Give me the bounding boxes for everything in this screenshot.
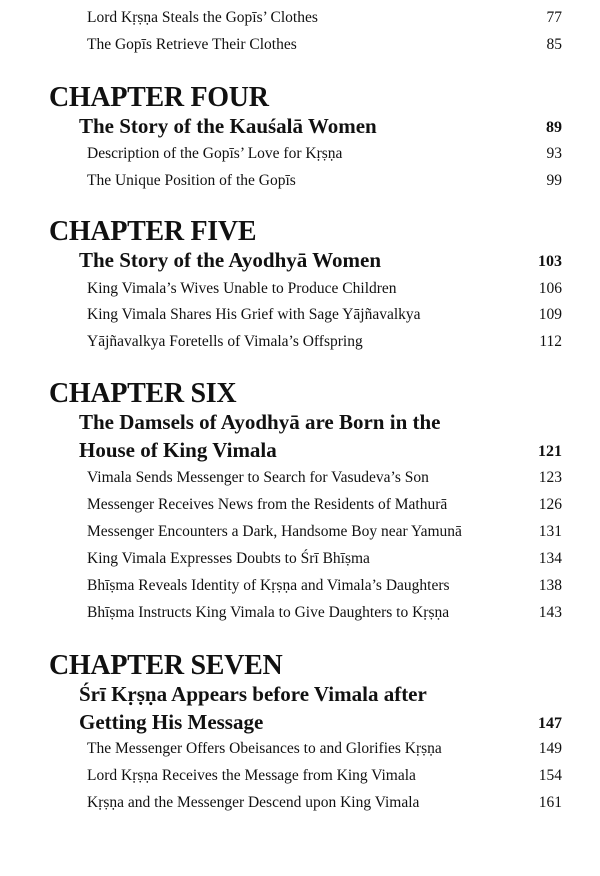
chapter-title-row bbox=[79, 112, 562, 140]
toc-entry-title: Lord Kṛṣṇa Receives the Message from King Vimala bbox=[87, 767, 416, 784]
chapter-page: 121 bbox=[538, 443, 562, 460]
toc-entry bbox=[87, 169, 562, 193]
chapter-page: 89 bbox=[546, 119, 562, 136]
chapter-heading: CHAPTER SIX bbox=[49, 378, 237, 409]
toc-entry-title: Vimala Sends Messenger to Search for Vasudeva’s Son bbox=[87, 469, 429, 486]
toc-entry bbox=[87, 737, 562, 761]
toc-entry-page: 134 bbox=[538, 550, 562, 567]
toc-entry bbox=[87, 303, 562, 327]
chapter-heading: CHAPTER SEVEN bbox=[49, 650, 283, 681]
toc-entry-page: 123 bbox=[538, 469, 562, 486]
chapter-title: The Damsels of Ayodhyā are Born in the House of King Vimala bbox=[79, 410, 441, 462]
toc-entry bbox=[87, 520, 562, 544]
chapter-page: 103 bbox=[538, 253, 562, 270]
toc-entry-title: King Vimala’s Wives Unable to Produce Children bbox=[87, 280, 397, 297]
toc-entry-title: King Vimala Shares His Grief with Sage Yājñavalkya bbox=[87, 306, 421, 323]
toc-entry bbox=[87, 330, 562, 354]
toc-entry-page: 77 bbox=[546, 9, 562, 26]
chapter-heading: CHAPTER FIVE bbox=[49, 216, 257, 247]
toc-entry-page: 112 bbox=[539, 333, 562, 350]
chapter-title: Śrī Kṛṣṇa Appears before Vimala after Getting His Message bbox=[79, 682, 427, 734]
toc-entry-title: Description of the Gopīs’ Love for Kṛṣṇa bbox=[87, 145, 343, 162]
toc-entry-title: Lord Kṛṣṇa Steals the Gopīs’ Clothes bbox=[87, 9, 318, 26]
toc-entry bbox=[87, 466, 562, 490]
toc-entry-title: Yājñavalkya Foretells of Vimala’s Offspring bbox=[87, 333, 363, 350]
toc-entry bbox=[87, 574, 562, 598]
toc-entry-title: Bhīṣma Reveals Identity of Kṛṣṇa and Vimala’s Daughters bbox=[87, 577, 450, 594]
chapter-title-row bbox=[79, 246, 562, 274]
toc-entry-title: The Gopīs Retrieve Their Clothes bbox=[87, 36, 297, 53]
toc-entry-page: 126 bbox=[538, 496, 562, 513]
toc-entry-title: Messenger Receives News from the Residents of Mathurā bbox=[87, 496, 448, 513]
toc-entry-page: 154 bbox=[538, 767, 562, 784]
toc-entry-page: 131 bbox=[538, 523, 562, 540]
toc-entry-page: 99 bbox=[546, 172, 562, 189]
toc-entry bbox=[87, 547, 562, 571]
toc-entry bbox=[87, 493, 562, 517]
toc-entry bbox=[87, 764, 562, 788]
toc-entry-page: 93 bbox=[546, 145, 562, 162]
chapter-title: The Story of the Ayodhyā Women bbox=[79, 248, 381, 272]
toc-entry-title: Kṛṣṇa and the Messenger Descend upon King Vimala bbox=[87, 794, 420, 811]
toc-entry bbox=[87, 601, 562, 625]
toc-entry-title: King Vimala Expresses Doubts to Śrī Bhīṣma bbox=[87, 550, 370, 567]
chapter-title: The Story of the Kauśalā Women bbox=[79, 114, 377, 138]
chapter-heading: CHAPTER FOUR bbox=[49, 82, 269, 113]
toc-entry bbox=[87, 791, 562, 815]
toc-entry-title: The Messenger Offers Obeisances to and Glorifies Kṛṣṇa bbox=[87, 740, 442, 757]
toc-entry-title: The Unique Position of the Gopīs bbox=[87, 172, 296, 189]
toc-entry bbox=[87, 6, 562, 30]
toc-entry-page: 85 bbox=[546, 36, 562, 53]
chapter-title-row bbox=[79, 408, 562, 464]
toc-entry bbox=[87, 277, 562, 301]
toc-entry-title: Messenger Encounters a Dark, Handsome Boy near Yamunā bbox=[87, 523, 462, 540]
toc-entry-page: 149 bbox=[538, 740, 562, 757]
toc-entry-page: 161 bbox=[538, 794, 562, 811]
chapter-page: 147 bbox=[538, 715, 562, 732]
toc-entry-page: 106 bbox=[538, 280, 562, 297]
toc-entry-page: 138 bbox=[538, 577, 562, 594]
toc-entry-page: 143 bbox=[538, 604, 562, 621]
toc-entry bbox=[87, 33, 562, 57]
toc-entry-page: 109 bbox=[538, 306, 562, 323]
toc-entry-title: Bhīṣma Instructs King Vimala to Give Daughters to Kṛṣṇa bbox=[87, 604, 450, 621]
chapter-title-row bbox=[79, 680, 562, 736]
toc-entry bbox=[87, 142, 562, 166]
